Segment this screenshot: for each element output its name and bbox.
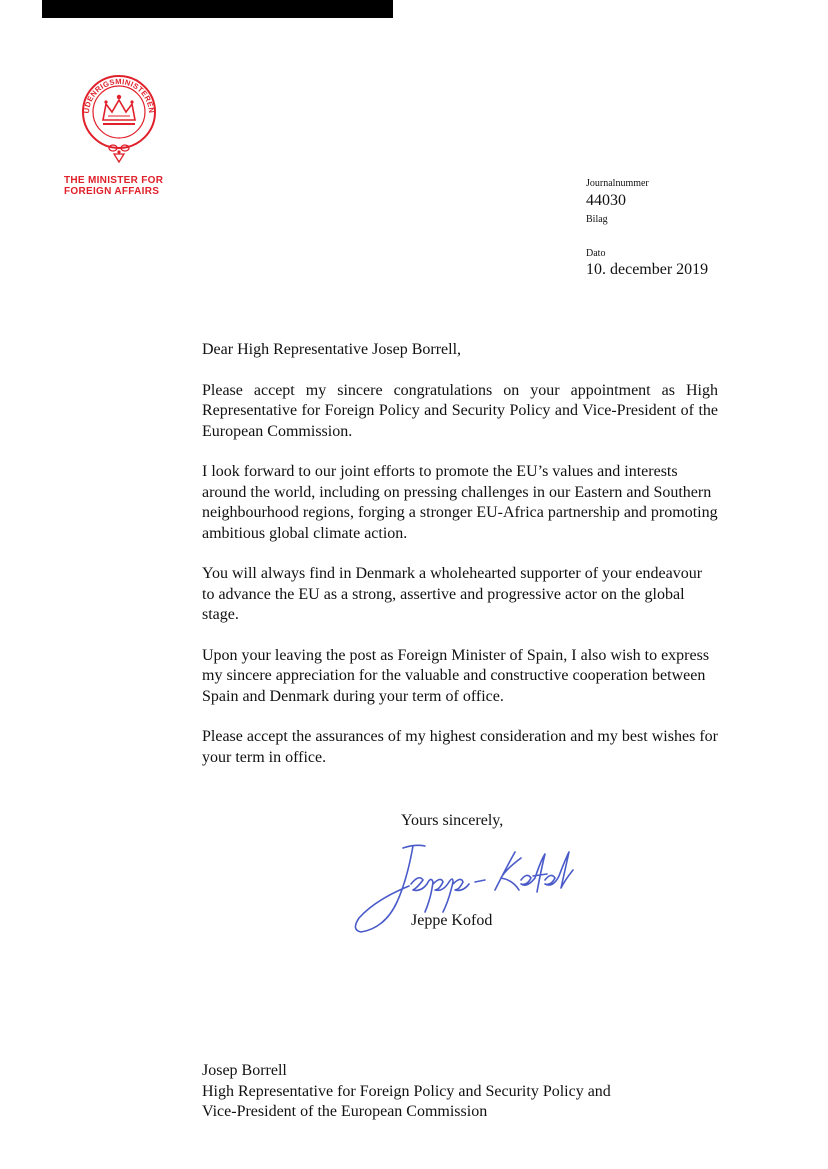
closing: Yours sincerely, xyxy=(401,812,504,829)
attachment-label: Bilag xyxy=(586,214,608,225)
journal-number-label: Journalnummer xyxy=(586,178,649,189)
signer-name: Jeppe Kofod xyxy=(411,912,493,929)
ministry-title-line1: THE MINISTER FOR xyxy=(64,175,164,186)
recipient-title-line1: High Representative for Foreign Policy and Security Policy and xyxy=(202,1082,611,1100)
salutation: Dear High Representative Josep Borrell, xyxy=(202,341,462,358)
paragraph: Please accept my sincere congratulations on your appointment as High Representative for Foreign Policy and Security Policy and Vice-President of the European Commission. xyxy=(202,381,718,440)
recipient-title-line2: Vice-President of the European Commission xyxy=(202,1103,488,1120)
ministry-seal-icon xyxy=(78,74,160,166)
paragraph: Upon your leaving the post as Foreign Minister of Spain, I also wish to express my sincere appreciation for the valuable and constructive cooperation between Spain and Denmark during your term of office. xyxy=(202,646,710,705)
paragraph: I look forward to our joint efforts to promote the EU’s values and interests around the world, including on pressing challenges in our Eastern and Southern neighbourhood regions, forging a stronger EU-Africa partnership and promoting ambitious global climate action. xyxy=(202,463,718,542)
letter-body xyxy=(202,340,718,788)
journal-number-value: 44030 xyxy=(586,192,626,209)
paragraph: You will always find in Denmark a wholehearted supporter of your endeavour to advance the EU as a strong, assertive and progressive actor on the global stage. xyxy=(202,565,703,623)
svg-text:UDENRIGSMINISTEREN: UDENRIGSMINISTEREN xyxy=(81,76,157,114)
ministry-title xyxy=(64,175,184,197)
redaction-bar xyxy=(42,0,393,18)
recipient-block xyxy=(202,1061,762,1123)
date-label: Dato xyxy=(586,248,606,259)
ministry-title-line2: FOREIGN AFFAIRS xyxy=(64,186,160,197)
date-value: 10. december 2019 xyxy=(586,261,709,278)
recipient-name: Josep Borrell xyxy=(202,1062,287,1079)
paragraph: Please accept the assurances of my highest consideration and my best wishes for your term in office. xyxy=(202,728,718,766)
